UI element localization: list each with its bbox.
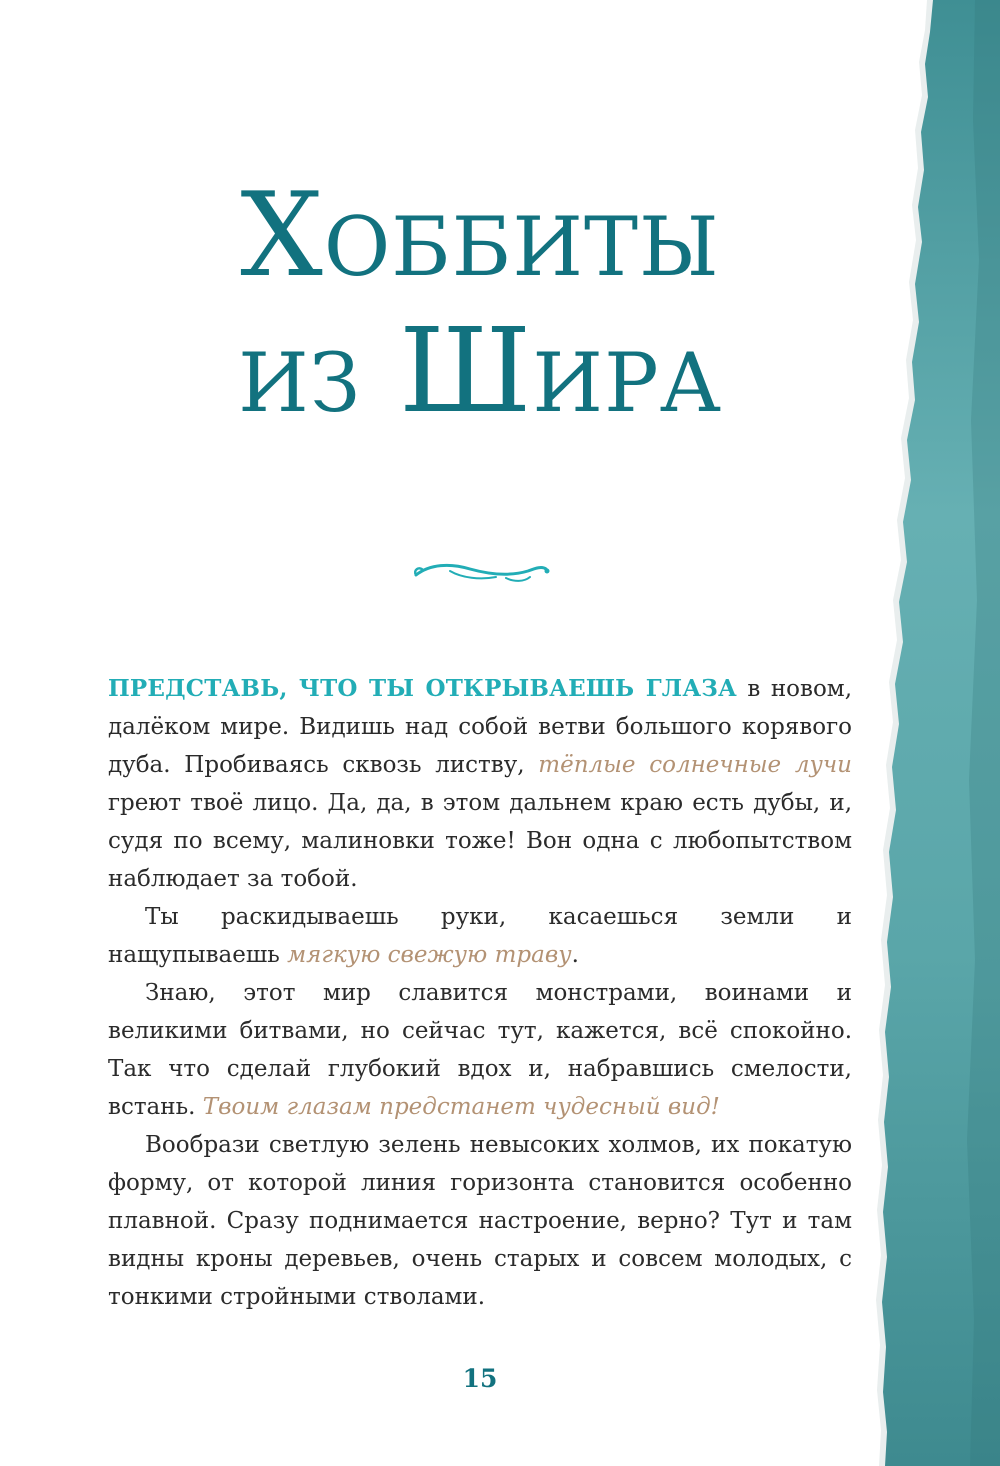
- paragraph-1-text-b: греют твоё лицо. Да, да, в этом дальнем краю есть дубы, и, судя по всему, малиновки тоже! Вон одна с любопытством наблюдает за тобой.: [108, 790, 852, 892]
- paragraph-1-text-a: в новом, далёком мире. Видишь над собой ветви большого корявого дуба. Пробиваясь сквозь листву,: [108, 676, 852, 778]
- paragraph-3: [108, 974, 852, 1126]
- lead-in-caps: ПРЕДСТАВЬ, ЧТО ТЫ ОТКРЫВАЕШЬ ГЛАЗА: [108, 675, 737, 702]
- paragraph-4-text: Вообрази светлую зелень невысоких холмов, их покатую форму, от которой линия горизонта становится особенно плавной. Сразу поднимается настроение, верно? Тут и там видны кроны деревьев, очень старых и совсем молодых, с тонкими стройными стволами.: [108, 1132, 852, 1310]
- chapter-title-line-1: Хоббиты: [240, 168, 720, 303]
- chapter-title: [150, 168, 810, 440]
- paragraph-4: [108, 1126, 852, 1316]
- flourish-ornament-icon: [410, 556, 550, 586]
- paragraph-1: [108, 670, 852, 898]
- accent-phrase-sun-rays: тёплые солнечные лучи: [538, 752, 852, 778]
- chapter-title-line-2: из Шира: [238, 304, 722, 439]
- accent-phrase-grass: мягкую свежую траву: [287, 942, 572, 968]
- paragraph-2-text-b: .: [571, 942, 579, 968]
- accent-phrase-view: Твоим глазам предстанет чудесный вид!: [202, 1094, 720, 1120]
- page-number: 15: [462, 1364, 498, 1393]
- paragraph-3-text-a: Знаю, этот мир славится монстрами, воинами и великими битвами, но сейчас тут, кажется, всё спокойно. Так что сделай глубокий вдох и, набравшись смелости, встань.: [108, 980, 852, 1120]
- body-text: [108, 670, 852, 1316]
- paragraph-2-text-a: Ты раскидываешь руки, касаешься земли и нащупываешь: [108, 904, 852, 968]
- paragraph-2: [108, 898, 852, 974]
- torn-paper-edge: [875, 0, 1000, 1466]
